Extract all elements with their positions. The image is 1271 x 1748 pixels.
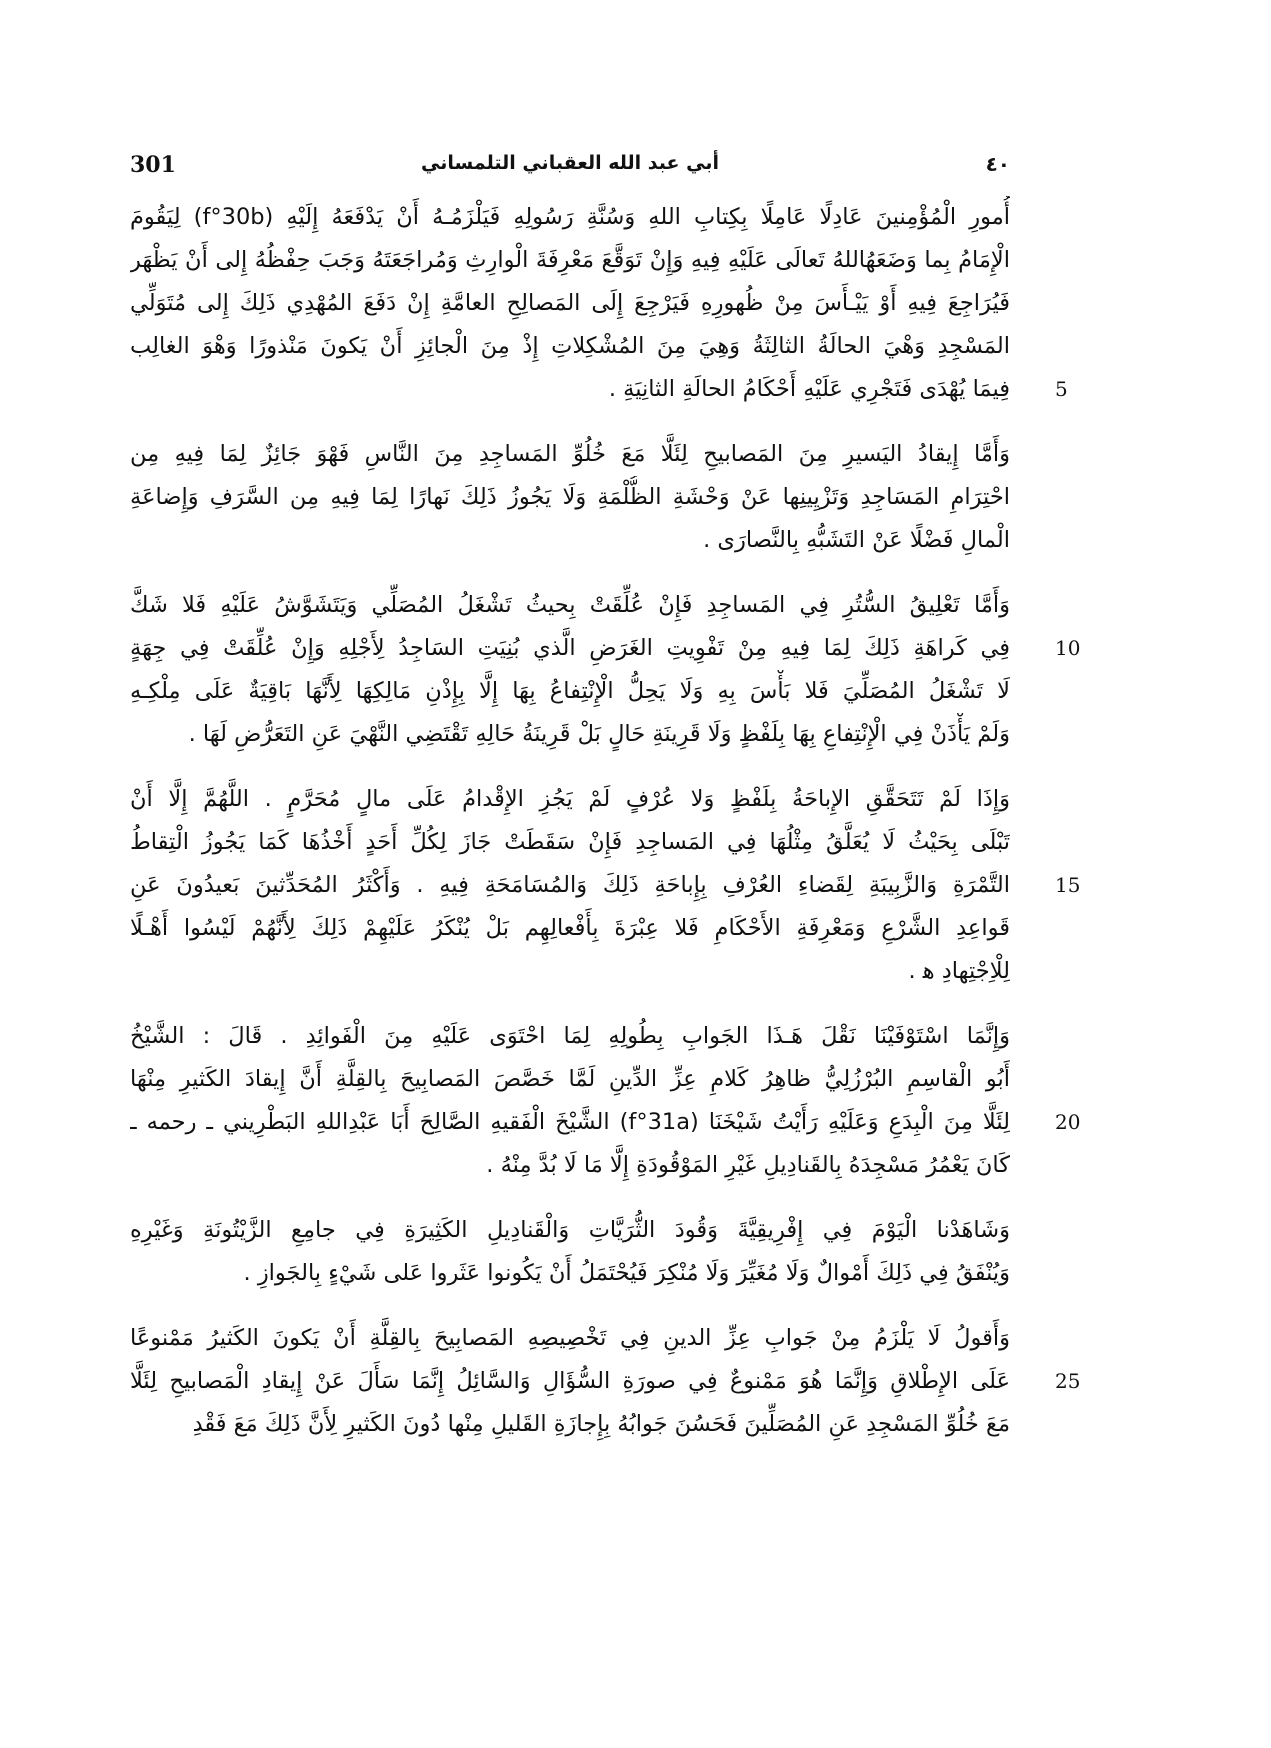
arabic-page-number: ٤٠	[985, 152, 1010, 176]
text-line	[130, 196, 1010, 239]
text-line	[130, 433, 1010, 476]
line-text: فِيمَا يُهْدَى فَتَجْرِي عَلَيْهِ أَحْكَامُ الحالَةِ الثانِيَةِ .	[608, 376, 1010, 402]
line-text: كَانَ يَعْمُرُ مَسْجِدَهُ بِالقَنادِيلِ غَيْرِ المَوْقُودَةِ إِلَّا مَا لَا بُدَّ مِنْهُ .	[486, 1152, 1010, 1178]
text-line	[130, 584, 1010, 627]
line-text: فَيُرَاجِعَ فِيهِ أَوْ يَيْـأَسَ مِنْ ظُهورِهِ فَيَرْجِعَ إِلَى المَصالِحِ العامَّةِ إِنْ دَفَعَ المُهْدِي ذَلِكَ إِلى مُتَوَلِّي	[130, 290, 1010, 316]
line-text: فِي كَراهَةِ ذَلِكَ لِمَا فِيهِ مِنْ تَفْوِيتِ الغَرَضِ الَّذي بُنِيَتِ السَاجِدُ لِأَجْلِهِ وَإِنْ عُلِّقَتْ فِي جِهَةٍ	[130, 635, 1010, 661]
paragraph	[130, 433, 1010, 562]
text-line	[130, 670, 1010, 713]
paragraph	[130, 778, 1081, 993]
text-line	[130, 1403, 1010, 1446]
line-number: 25	[1055, 1369, 1081, 1393]
line-text: وَلَمْ يَأْذَنْ فِي الْإِنْتِفاعِ بِهَا بِلَفْظٍ وَلَا قَرِينَةِ حَالٍ بَلْ قَرِينَةُ حَالِهِ تَقْتَضِي النَّهْيَ عَنِ التَعَرُّضِ لَهَا .	[188, 721, 1010, 747]
text-line	[130, 864, 1081, 907]
text-line	[130, 907, 1010, 950]
line-text: قَواعِدِ الشَّرْعِ وَمَعْرِفَةِ الأَحْكَامِ فَلا عِبْرَةَ بِأَفْعالِهِم بَلْ يُنْكَرُ عَلَيْهِمْ ذَلِكَ لِأَنَّهُمْ لَيْسُوا أَهْـلًا	[130, 915, 1010, 941]
line-text: الْإِمَامُ بِما وَضَعَهُاللهُ تَعالَى عَلَيْهِ فِيهِ وَإِنْ تَوَقَّعَ مَعْرِفَةَ الْوارِثِ وَمُراجَعَتَهُ وَجَبَ حِفْظُهُ إِلى أَنْ يَظْهَر	[130, 247, 1010, 273]
line-text: وَيُنْفَقُ فِي ذَلِكَ أَمْوالٌ وَلَا مُغَيِّرَ وَلَا مُنْكِرَ فَيُحْتَمَلُ أَنْ يَكُونوا عَثَروا عَلى شَيْءٍ بِالجَوازِ .	[243, 1260, 1010, 1286]
line-text: وَشَاهَدْنا الْيَوْمَ فِي إِفْرِيقِيَّةَ وَقُودَ الثُّرَيَّاتِ وَالْقَنادِيلِ الكَثِيرَةِ فِي جامِعِ الزَّيْتُونَةِ وَغَيْرِهِ	[130, 1217, 1010, 1243]
text-line	[130, 519, 1010, 562]
running-title: أبي عبد الله العقباني التلمساني	[421, 152, 719, 174]
line-text: لِلْاِجْتِهادِ ﻫ .	[908, 958, 1010, 984]
line-text: وَأَمَّا إِيقادُ اليَسيرِ مِنَ المَصابيحِ لِئَلَّا مَعَ خُلُوِّ المَساجِدِ مِنَ النَّاسِ فَهْوَ جَائِزٌ لِمَا فِيهِ مِن	[130, 441, 1010, 467]
line-text: وَإِذَا لَمْ تَتَحَقَّقِ الإِباحَةُ بِلَفْظٍ وَلا عُرْفٍ لَمْ يَجُزِ الإِقْدامُ عَلَى مالٍ مُحَرَّمٍ . اللَّهُمَّ إِلَّا أَنْ	[130, 786, 1010, 812]
line-text: مَعَ خُلُوِّ المَسْجِدِ عَنِ المُصَلِّينَ فَحَسُنَ جَوابُهُ بِإِجازَةِ القَليلِ مِنْها دُونَ الكَثيرِ لِأَنَّ ذَلِكَ مَعَ فَقْدِ	[192, 1411, 1010, 1437]
line-text: المَسْجِدِ وَهْيَ الحالَةُ الثالِثَةُ وَهِيَ مِنَ المُشْكِلاتِ إِذْ مِنَ الْجائِزِ أَنْ يَكونَ مَنْذورًا وَهْوَ الغالِب	[130, 333, 1010, 359]
text-line	[130, 950, 1010, 993]
paragraph	[130, 196, 1068, 411]
text-line	[130, 1360, 1081, 1403]
line-text: أَبُو الْقاسِمِ البُرْزُلِيُّ ظاهِرُ كَلامِ عِزِّ الدِّينِ لَمَّا خَصَّصَ المَصابِيحَ بِالقِلَّةِ أَنَّ إِيقادَ الكَثيرِ مِنْهَا	[130, 1066, 1010, 1092]
paragraph	[130, 584, 1081, 756]
page-number: 301	[130, 152, 176, 178]
text-line	[130, 282, 1010, 325]
text-line	[130, 239, 1010, 282]
text-line	[130, 1209, 1010, 1252]
text-line	[130, 1101, 1081, 1144]
line-text: وَأَمَّا تَعْلِيقُ السُّتُرِ فِي المَساجِدِ فَإِنْ عُلِّقَتْ بِحيثُ تَشْغَلُ المُصَلِّي وَيَتَشَوَّشُ عَلَيْهِ فَلا شَكَّ	[130, 592, 1010, 618]
text-line	[130, 368, 1068, 411]
text-line	[130, 1015, 1010, 1058]
line-text: التَّمْرَةِ وَالزَّبِيبَةِ لِقَضاءِ العُرْفِ بِإِباحَةِ ذَلِكَ وَالمُسَامَحَةِ فِيهِ . وَأَكْثَرُ المُحَدِّثينَ بَعيدُونَ عَنِ	[130, 872, 1010, 898]
text-line	[130, 778, 1010, 821]
line-text: وَأَقولُ لَا يَلْزَمُ مِنْ جَوابِ عِزِّ الدينِ فِي تَخْصِيصِهِ المَصابِيحَ بِالقِلَّةِ أَنْ يَكونَ الكَثيرُ مَمْنوعًا	[130, 1325, 1010, 1351]
line-text: احْتِرَامِ المَسَاجِدِ وَتَزْيِينِها عَنْ وَحْشَةِ الظُّلْمَةِ وَلَا يَجُوزُ ذَلِكَ نَهارًا لِمَا فِيهِ مِن السَّرَفِ وَإِضاعَةِ	[130, 484, 1010, 510]
text-line	[130, 1252, 1010, 1295]
text-line	[130, 476, 1010, 519]
line-text: تَبْلَى بِحَيْثُ لَا يُعَلَّقُ مِثْلُهَا فِي المَساجِدِ فَإِنْ سَقَطَتْ جَازَ لِكُلِّ أَحَدٍ أَخْذُهَا كَمَا يَجُوزُ الْتِقاطُ	[130, 829, 1010, 855]
line-number: 5	[1055, 377, 1068, 401]
line-number: 20	[1055, 1110, 1081, 1134]
line-text: عَلَى الإِطْلاقِ وَإِنَّمَا هُوَ مَمْنوعٌ فِي صورَةِ السُّؤَالِ وَالسَّائِلُ إِنَّمَا سَأَلَ عَنْ إِيقادِ الْمَصابيحِ لِئَلَّا	[130, 1368, 1010, 1394]
line-text: وَإِنَّمَا اسْتَوْفَيْنَا نَقْلَ هَـذَا الجَوابِ بِطُولِهِ لِمَا احْتَوَى عَلَيْهِ مِنَ الْفَوائِدِ . قَالَ : الشَّيْخُ	[130, 1023, 1010, 1049]
line-number: 10	[1055, 636, 1081, 660]
body-text	[130, 196, 1081, 1468]
text-line	[130, 1317, 1010, 1360]
text-line	[130, 1144, 1010, 1187]
line-text: لِئَلَّا مِنَ الْبِدَعِ وَعَلَيْهِ رَأَيْتُ شَيْخَنَا (f°31a) الشَّيْخَ الْفَقيهِ الصَّالِحَ أَبَا عَبْدِاللهِ البَطْرِيني ـ رحمه ـ	[130, 1109, 1010, 1135]
line-number: 15	[1055, 873, 1081, 897]
paragraph	[130, 1015, 1081, 1187]
line-text: الْمالِ فَضْلًا عَنْ التَشَبُّهِ بِالنَّصارَى .	[703, 527, 1010, 553]
paragraph	[130, 1317, 1081, 1446]
page-header	[130, 152, 1010, 188]
paragraph	[130, 1209, 1010, 1295]
line-text: أُمورِ الْمُؤْمِنينَ عَادِلًا عَامِلًا بِكِتابِ اللهِ وَسُنَّةِ رَسُولِهِ فَيَلْزَمُـهُ أَنْ يَدْفَعَهُ إِلَيْهِ (f°30b) لِيَقُومَ	[130, 204, 1010, 230]
text-line	[130, 1058, 1010, 1101]
text-line	[130, 627, 1081, 670]
text-line	[130, 325, 1010, 368]
text-line	[130, 713, 1010, 756]
text-line	[130, 821, 1010, 864]
line-text: لَا تَشْغَلُ المُصَلِّيَ فَلا بَأْسَ بِهِ وَلَا يَحِلُّ الْإِنْتِفاعُ بِهَا إِلَّا بِإِذْنِ مَالِكِهَا لِأَنَّهَا بَاقِيَةٌ عَلَى مِلْكِـهِ	[130, 678, 1010, 704]
